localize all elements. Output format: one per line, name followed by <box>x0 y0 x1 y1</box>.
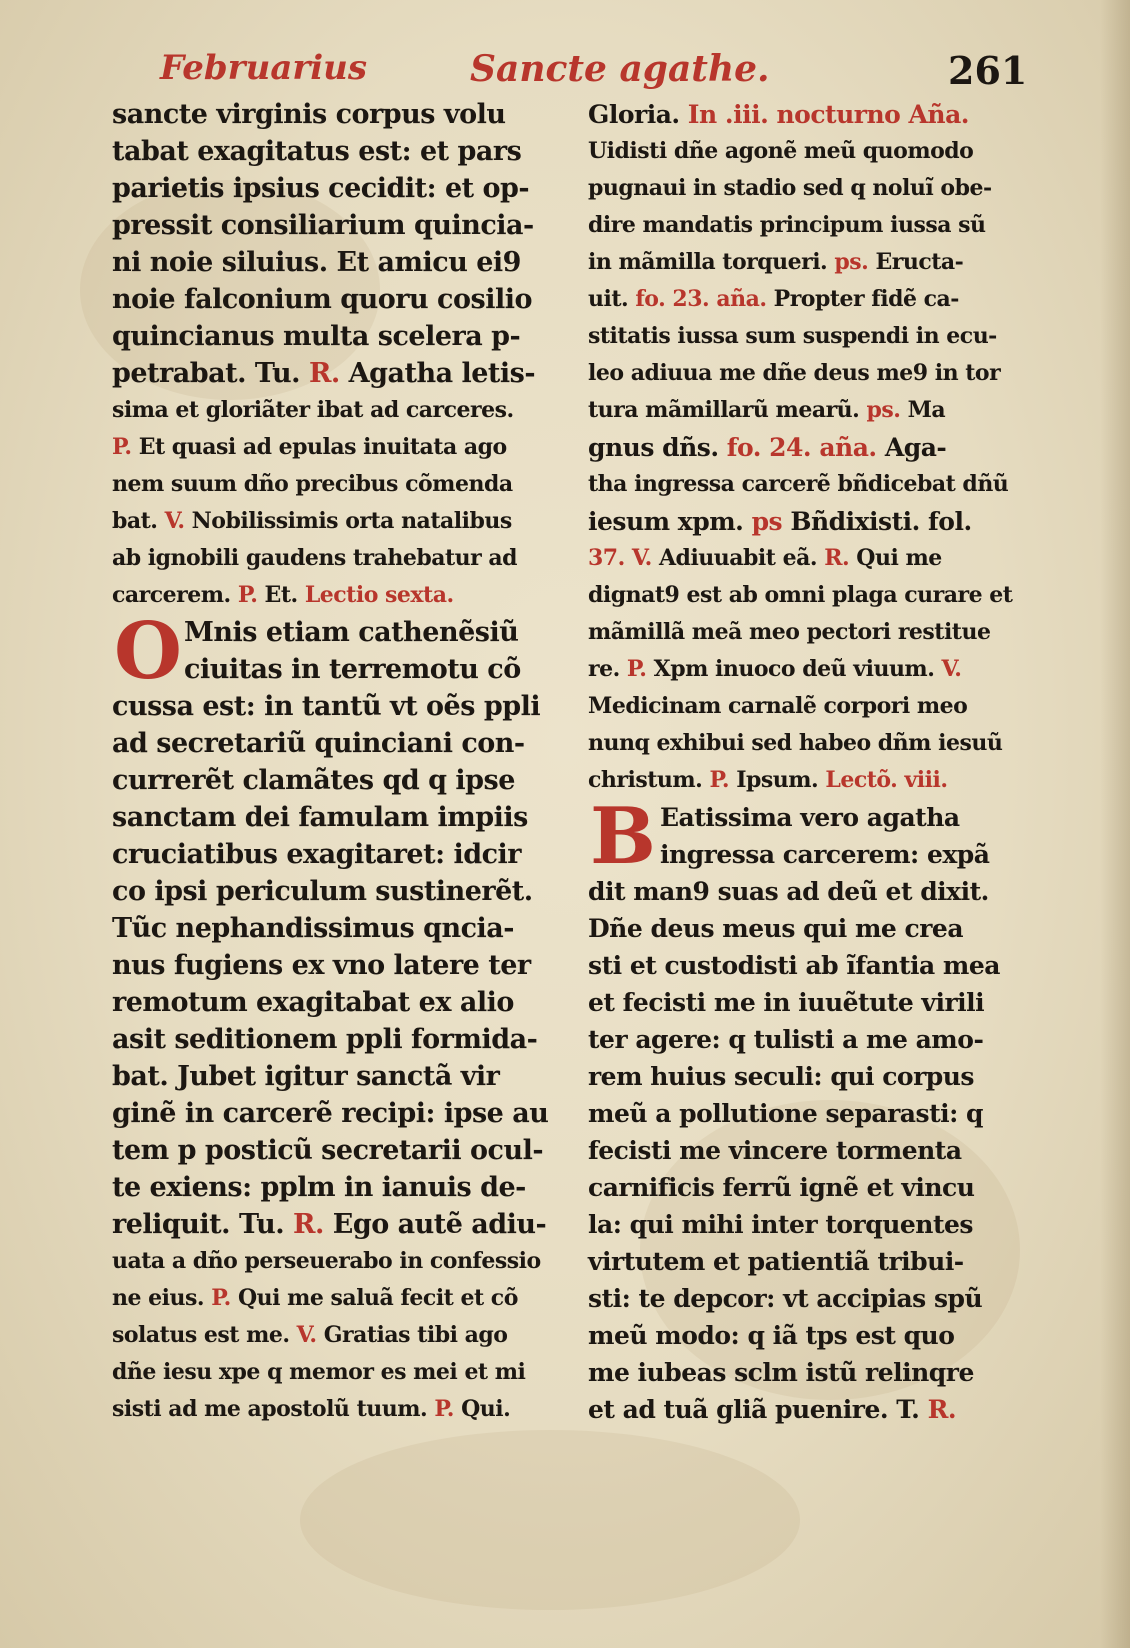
text-line <box>112 725 562 762</box>
text-run: Tũc nephandissimus qncia- <box>112 913 515 944</box>
text-run: quincianus multa scelera p- <box>112 321 521 352</box>
text-run: Dñe deus meus qui me crea <box>588 914 964 943</box>
text-run: ne eius. <box>112 1285 212 1311</box>
text-run: Xpm inuoco deũ viuum. <box>646 656 942 682</box>
text-line <box>588 947 1033 984</box>
text-run: ginẽ in carcerẽ recipi: ipse au <box>112 1098 549 1129</box>
rubric-text: fo. 23. aña. <box>635 286 767 312</box>
text-run: mãmillã meã meo pectori restitue <box>588 619 991 645</box>
text-run: ab ignobili gaudens trahebatur ad <box>112 545 518 571</box>
text-run: Ego autẽ adiu- <box>323 1209 547 1240</box>
text-run: me iubeas sclm istũ relinqre <box>588 1358 974 1387</box>
text-line <box>588 1354 1033 1391</box>
rubric-text: fo. 24. aña. <box>726 433 877 462</box>
text-line <box>588 1243 1033 1280</box>
rubric-text: P. <box>434 1396 454 1422</box>
text-line <box>112 540 562 577</box>
text-line <box>588 355 1033 392</box>
text-run: asit seditionem ppli formida- <box>112 1024 538 1055</box>
text-run: solatus est me. <box>112 1322 297 1348</box>
text-run: bat. Jubet igitur sanctã vir <box>112 1061 500 1092</box>
text-line <box>588 910 1033 947</box>
text-line <box>112 244 562 281</box>
text-line <box>112 503 562 540</box>
text-run: Agatha letis- <box>339 358 536 389</box>
header-feast: Sancte agathe. <box>470 48 770 90</box>
text-line <box>112 1354 562 1391</box>
text-line <box>112 281 562 318</box>
text-run: pressit consiliarium quincia- <box>112 210 534 241</box>
text-run: Ma <box>900 397 946 423</box>
text-line <box>588 725 1033 762</box>
text-run: et ad tuã gliã puenire. T. <box>588 1395 928 1424</box>
text-line <box>112 318 562 355</box>
text-run: nem suum dño precibus cõmenda <box>112 471 513 497</box>
text-line <box>588 1021 1033 1058</box>
text-line <box>588 96 1033 133</box>
text-line <box>112 355 562 392</box>
text-line <box>112 762 562 799</box>
left-text-column <box>112 96 562 1428</box>
rubric-text: ps. <box>866 397 901 423</box>
text-line <box>588 1095 1033 1132</box>
text-line <box>588 133 1033 170</box>
text-line <box>588 244 1033 281</box>
rubric-text: V. <box>941 656 962 682</box>
text-line <box>112 1317 562 1354</box>
text-run: sima et gloriãter ibat ad carceres. <box>112 397 514 423</box>
text-line <box>588 1132 1033 1169</box>
text-run: tha ingressa carcerẽ bñdicebat dñũ <box>588 471 1009 497</box>
text-run: Nobilissimis orta natalibus <box>184 508 512 534</box>
page-number: 261 <box>948 48 1028 93</box>
text-run: reliquit. Tu. <box>112 1209 293 1240</box>
text-run: ter agere: q tulisti a me amo- <box>588 1025 984 1054</box>
text-run: Eructa- <box>868 249 964 275</box>
text-run: sancte virginis corpus volu <box>112 99 506 130</box>
drop-capital: B <box>590 791 656 882</box>
text-run: currerẽt clamãtes qd q ipse <box>112 765 515 796</box>
text-line <box>588 1058 1033 1095</box>
text-line <box>588 1169 1033 1206</box>
text-run: ingressa carcerem: expã <box>660 840 990 869</box>
text-line <box>112 873 562 910</box>
rubric-text: V. <box>296 1322 317 1348</box>
text-run: fecisti me vincere tormenta <box>588 1136 962 1165</box>
text-run: in mãmilla torqueri. <box>588 249 835 275</box>
text-line <box>588 577 1033 614</box>
text-run: ad secretariũ quinciani con- <box>112 728 525 759</box>
text-line <box>588 392 1033 429</box>
rubric-text: ps <box>751 507 783 536</box>
text-line <box>112 133 562 170</box>
text-run: carcerem. <box>112 582 238 608</box>
text-run: Adiuuabit eã. <box>651 545 825 571</box>
text-line <box>112 1058 562 1095</box>
text-run: Eatissima vero agatha <box>660 803 960 832</box>
text-run: gnus dñs. <box>588 433 727 462</box>
text-line <box>112 947 562 984</box>
text-run: Bñdixisti. fol. <box>782 507 972 536</box>
text-run: tem p posticũ secretarii ocul- <box>112 1135 544 1166</box>
text-line <box>112 207 562 244</box>
text-run: sti et custodisti ab ĩfantia mea <box>588 951 1000 980</box>
text-run: dñe iesu xpe q memor es mei et mi <box>112 1359 526 1385</box>
text-line <box>112 466 562 503</box>
text-run: cussa est: in tantũ vt oẽs ppli <box>112 691 541 722</box>
text-run: Qui me saluã fecit et cõ <box>230 1285 518 1311</box>
text-run: cruciatibus exagitaret: idcir <box>112 839 521 870</box>
text-run: carnificis ferrũ ignẽ et vincu <box>588 1173 975 1202</box>
text-line <box>588 429 1033 466</box>
text-run: Propter fidẽ ca- <box>766 286 959 312</box>
text-run: ni noie siluius. Et amicu ei9 <box>112 247 521 278</box>
text-line <box>112 429 562 466</box>
rubric-text: R. <box>824 545 850 571</box>
text-run: Qui me <box>849 545 942 571</box>
text-run: Gratias tibi ago <box>316 1322 508 1348</box>
rubric-text: P. <box>626 656 647 682</box>
text-run: nus fugiens ex vno latere ter <box>112 950 531 981</box>
rubric-text: R. <box>293 1209 324 1240</box>
text-run: Medicinam carnalẽ corpori meo <box>588 693 968 719</box>
text-run: dire mandatis principum iussa sũ <box>588 212 986 238</box>
text-run: Et. <box>257 582 305 608</box>
text-line <box>112 1132 562 1169</box>
text-line <box>112 1169 562 1206</box>
text-run: bat. <box>112 508 165 534</box>
text-run: sisti ad me apostolũ tuum. <box>112 1396 435 1422</box>
text-line <box>588 466 1033 503</box>
text-run: rem huius seculi: qui corpus <box>588 1062 974 1091</box>
text-line <box>112 1243 562 1280</box>
text-line <box>588 318 1033 355</box>
rubric-text: 37. V. <box>588 545 652 571</box>
rubric-text: R. <box>308 358 340 389</box>
text-run: dit man9 suas ad deũ et dixit. <box>588 877 989 906</box>
text-run: re. <box>588 656 627 682</box>
text-run: sti: te depcor: vt accipias spũ <box>588 1284 983 1313</box>
text-run: pugnaui in stadio sed q noluĩ obe- <box>588 175 992 201</box>
rubric-text: Lectio sexta. <box>304 582 454 608</box>
text-run: meũ modo: q iã tps est quo <box>588 1321 955 1350</box>
text-line <box>112 170 562 207</box>
text-line <box>588 170 1033 207</box>
rubric-text: V. <box>164 508 185 534</box>
text-run: noie falconium quoru cosilio <box>112 284 532 315</box>
text-run: Aga- <box>876 433 947 462</box>
text-run: iesum xpm. <box>588 507 752 536</box>
rubric-text: P. <box>709 767 730 793</box>
text-line <box>588 688 1033 725</box>
text-line <box>112 96 562 133</box>
text-run: la: qui mihi inter torquentes <box>588 1210 973 1239</box>
text-line <box>112 984 562 1021</box>
text-run: Gloria. <box>588 100 688 129</box>
text-line <box>588 614 1033 651</box>
text-run: ciuitas in terremotu cõ <box>184 654 521 685</box>
text-run: meũ a pollutione separasti: q <box>588 1099 984 1128</box>
drop-capital: O <box>114 606 182 697</box>
text-line <box>112 1391 562 1428</box>
text-run: nunq exhibui sed habeo dñm iesuũ <box>588 730 1003 756</box>
text-line <box>588 984 1033 1021</box>
text-line <box>112 1095 562 1132</box>
text-run: Et quasi ad epulas inuitata ago <box>131 434 507 460</box>
text-run: virtutem et patientiã tribui- <box>588 1247 964 1276</box>
text-run: stitatis iussa sum suspendi in ecu- <box>588 323 997 349</box>
rubric-text: In .iii. nocturno Aña. <box>687 100 969 129</box>
text-run: tura mãmillarũ mearũ. <box>588 397 867 423</box>
text-line <box>588 207 1033 244</box>
text-run: petrabat. Tu. <box>112 358 309 389</box>
text-line <box>588 651 1033 688</box>
text-run: remotum exagitabat ex alio <box>112 987 514 1018</box>
text-line <box>588 281 1033 318</box>
text-run: tabat exagitatus est: et pars <box>112 136 522 167</box>
text-run: Qui. <box>453 1396 511 1422</box>
text-run: te exiens: pplm in ianuis de- <box>112 1172 526 1203</box>
text-line <box>588 1317 1033 1354</box>
text-run: co ipsi periculum sustinerẽt. <box>112 876 533 907</box>
text-line <box>112 1021 562 1058</box>
rubric-text: R. <box>927 1395 957 1424</box>
rubric-text: P. <box>237 582 258 608</box>
text-run: uata a dño perseuerabo in confessio <box>112 1248 541 1274</box>
text-run: dignat9 est ab omni plaga curare et <box>588 582 1013 608</box>
text-line <box>588 1206 1033 1243</box>
rubric-text: Lectõ. viii. <box>825 767 948 793</box>
text-run: leo adiuua me dñe deus me9 in tor <box>588 360 1001 386</box>
running-header <box>0 48 1130 98</box>
text-run: christum. <box>588 767 710 793</box>
rubric-text: P. <box>112 434 132 460</box>
text-line <box>112 1206 562 1243</box>
rubric-text: P. <box>211 1285 231 1311</box>
text-run: sanctam dei famulam impiis <box>112 802 528 833</box>
paper-stain <box>300 1430 800 1610</box>
text-run: et fecisti me in iuuẽtute virili <box>588 988 985 1017</box>
text-line <box>112 1280 562 1317</box>
text-run: Mnis etiam cathenẽsiũ <box>184 617 519 648</box>
text-run: parietis ipsius cecidit: et op- <box>112 173 530 204</box>
text-run: Uidisti dñe agonẽ meũ quomodo <box>588 138 974 164</box>
text-line <box>588 1391 1033 1428</box>
text-line <box>112 910 562 947</box>
rubric-text: ps. <box>834 249 869 275</box>
text-line <box>588 1280 1033 1317</box>
text-run: Ipsum. <box>729 767 826 793</box>
text-line <box>112 836 562 873</box>
right-text-column <box>588 96 1033 1428</box>
text-line <box>588 503 1033 540</box>
text-run: uit. <box>588 286 636 312</box>
text-line <box>588 540 1033 577</box>
text-line <box>112 392 562 429</box>
header-month: Februarius <box>160 48 368 88</box>
text-line <box>112 799 562 836</box>
